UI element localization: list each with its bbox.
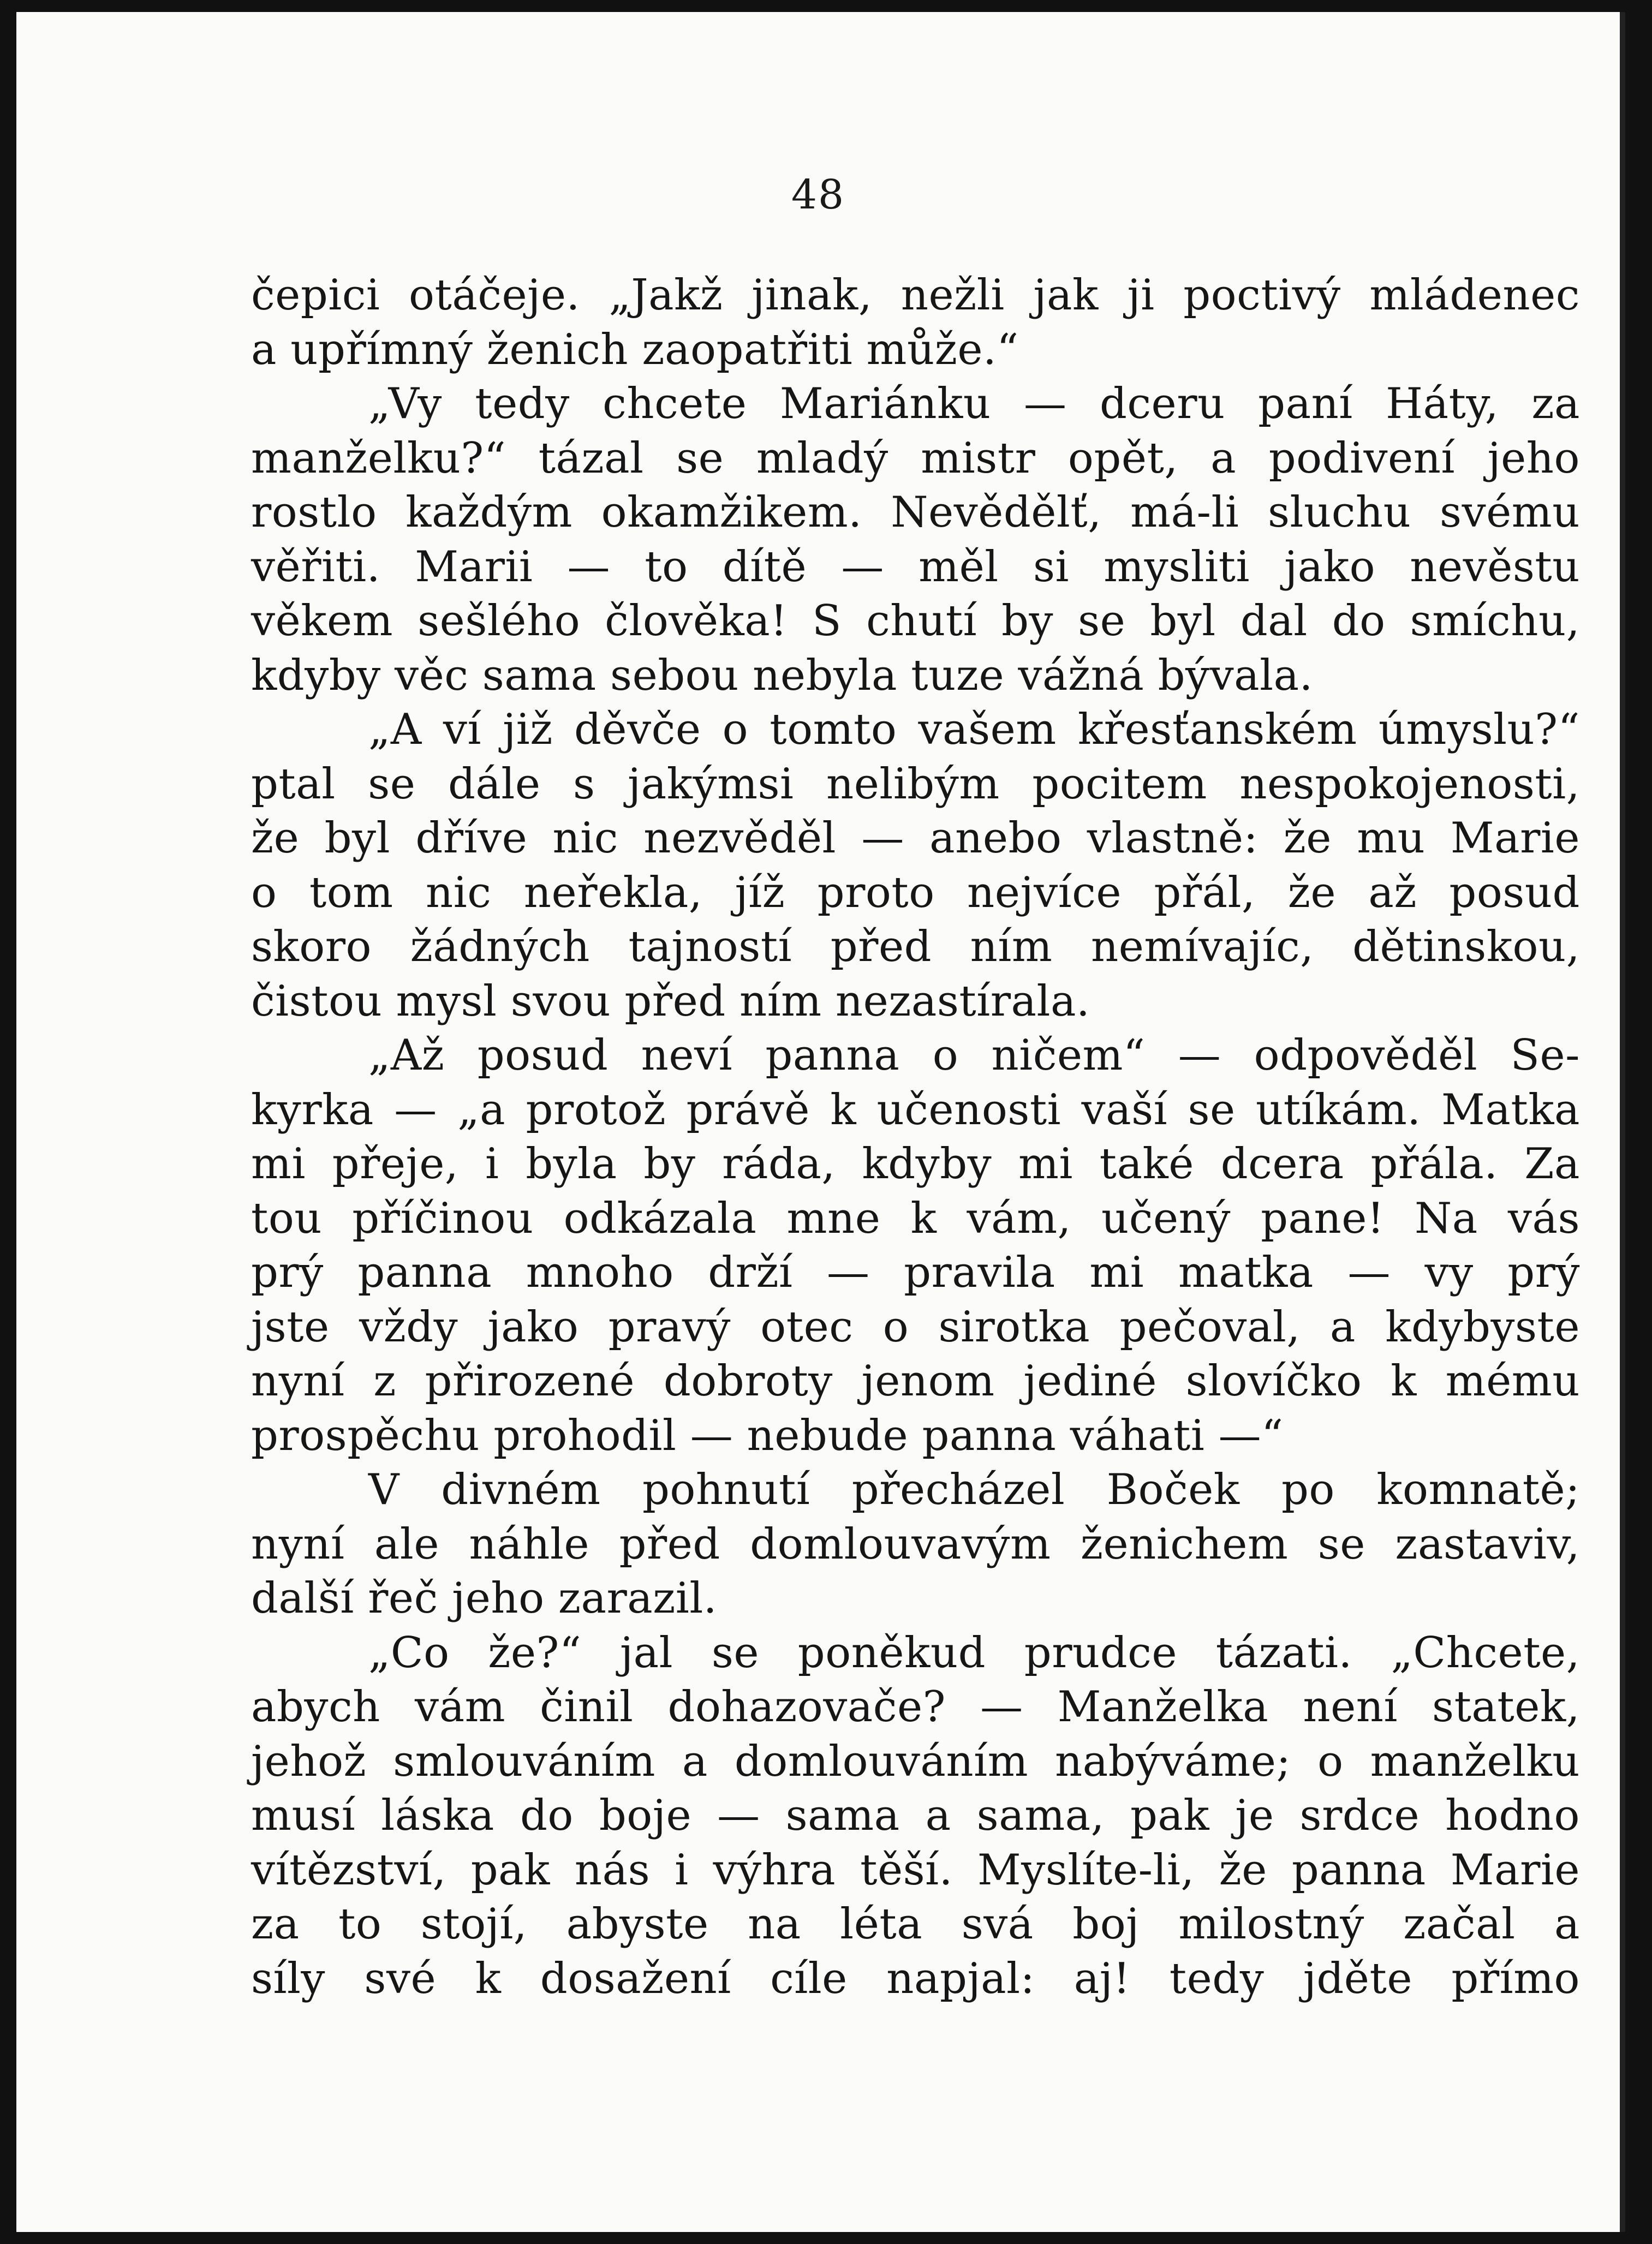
page-number: 48 bbox=[791, 171, 845, 218]
book-page bbox=[16, 12, 1625, 2232]
text-line: skoro žádných tajností před ním nemívajíc, dětinskou, bbox=[251, 922, 1580, 971]
body-text bbox=[251, 268, 1580, 2006]
text-line: věřiti. Marii — to dítě — měl si mysliti jako nevěstu bbox=[251, 542, 1580, 592]
text-line: nyní z přirozené dobroty jenom jediné slovíčko k mému bbox=[251, 1357, 1580, 1406]
text-line: rostlo každým okamžikem. Nevědělť, má-li sluchu svému bbox=[251, 488, 1580, 537]
text-line: „Co že?“ jal se poněkud prudce tázati. „Chcete, bbox=[368, 1628, 1580, 1678]
text-line: abych vám činil dohazovače? — Manželka není statek, bbox=[251, 1682, 1580, 1732]
text-line: za to stojí, abyste na léta svá boj milostný začal a bbox=[251, 1900, 1580, 1949]
text-line: manželku?“ tázal se mladý mistr opět, a podivení jeho bbox=[251, 433, 1580, 483]
text-line: jehož smlouváním a domlouváním nabýváme; o manželku bbox=[251, 1736, 1580, 1786]
text-line: „Až posud neví panna o ničem“ — odpověděl Se- bbox=[368, 1031, 1580, 1080]
text-line: síly své k dosažení cíle napjal: aj! tedy jděte přímo bbox=[251, 1954, 1580, 2003]
text-line: další řeč jeho zarazil. bbox=[251, 1574, 718, 1623]
text-line: ptal se dále s jakýmsi nelibým pocitem nespokojenosti, bbox=[251, 759, 1580, 809]
text-line: vítězství, pak nás i výhra těší. Myslíte-li, že panna Marie bbox=[251, 1845, 1580, 1895]
text-line: jste vždy jako pravý otec o sirotka pečoval, a kdybyste bbox=[251, 1302, 1580, 1352]
text-line: čepici otáčeje. „Jakž jinak, nežli jak ji poctivý mládenec bbox=[251, 271, 1580, 320]
text-line: mi přeje, i byla by ráda, kdyby mi také dcera přála. Za bbox=[251, 1139, 1580, 1189]
text-line: tou příčinou odkázala mne k vám, učený pane! Na vás bbox=[251, 1193, 1580, 1243]
text-line: čistou mysl svou před ním nezastírala. bbox=[251, 976, 1090, 1026]
text-line: kyrka — „a protož právě k učenosti vaší se utíkám. Matka bbox=[251, 1085, 1580, 1135]
text-line: prý panna mnoho drží — pravila mi matka — vy prý bbox=[251, 1248, 1580, 1297]
text-line: musí láska do boje — sama a sama, pak je srdce hodno bbox=[251, 1791, 1580, 1840]
text-line: věkem sešlého člověka! S chutí by se byl dal do smíchu, bbox=[251, 596, 1580, 646]
text-line: V divném pohnutí přecházel Boček po komnatě; bbox=[368, 1465, 1580, 1514]
text-line: o tom nic neřekla, jíž proto nejvíce přál, že až posud bbox=[251, 868, 1580, 917]
text-line: „Vy tedy chcete Mariánku — dceru paní Háty, za bbox=[368, 379, 1580, 428]
text-line: nyní ale náhle před domlouvavým ženichem se zastaviv, bbox=[251, 1519, 1580, 1569]
text-line: že byl dříve nic nezvěděl — anebo vlastně: že mu Marie bbox=[251, 814, 1580, 863]
text-line: a upřímný ženich zaopatřiti může.“ bbox=[251, 325, 1019, 374]
text-line: kdyby věc sama sebou nebyla tuze vážná bývala. bbox=[251, 650, 1313, 700]
text-line: prospěchu prohodil — nebude panna váhati —“ bbox=[251, 1411, 1284, 1460]
text-line: „A ví již děvče o tomto vašem křesťanském úmyslu?“ bbox=[368, 705, 1580, 754]
